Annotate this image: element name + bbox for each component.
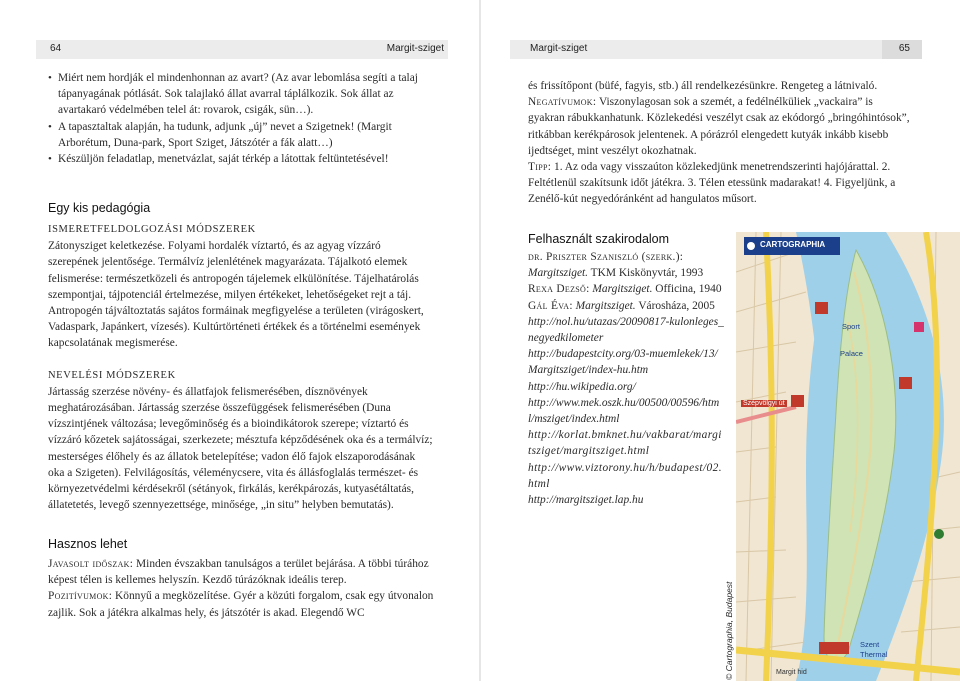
reference-link[interactable]: http://www.mek.oszk.hu/00500/00596/html/msziget/index.html xyxy=(528,396,720,426)
label: Pozitívumok: xyxy=(48,590,113,603)
section-heading-useful: Hasznos lehet xyxy=(48,537,128,551)
paragraph xyxy=(48,588,434,620)
running-title: Margit-sziget xyxy=(530,43,588,54)
reference-item xyxy=(528,298,724,314)
section-heading-pedagogy: Egy kis pedagógia xyxy=(48,201,151,215)
author: Rexa Dezső: xyxy=(528,283,590,296)
map-label: Sport xyxy=(842,322,860,331)
tip: 4. Figyeljünk, a Zenélő-kút negyedóránként ad hangulatos műsort. xyxy=(528,177,896,206)
label: Tipp: xyxy=(528,161,552,174)
pedagogy-block xyxy=(48,222,434,513)
right-page-header xyxy=(510,40,922,59)
paragraph: és frissítőpont (büfé, fagyis, stb.) áll rendelkezésünkre. Rengeteg a látnivaló. xyxy=(528,80,878,92)
tip: 3. Télen etessünk madarakat! xyxy=(684,177,822,190)
bullet-list xyxy=(48,70,434,167)
reference-link[interactable]: http://margitsziget.lap.hu xyxy=(528,494,644,507)
references-block xyxy=(528,249,724,508)
running-title: Margit-sziget xyxy=(386,43,444,54)
subheading: NEVELÉSI MÓDSZEREK xyxy=(48,369,176,381)
reference-link[interactable]: http://budapestcity.org/03-muemlekek/13/Margitsziget/index-hu.htm xyxy=(528,348,718,377)
reference-item xyxy=(528,281,724,297)
paragraph xyxy=(48,556,434,588)
title: Margitsziget. xyxy=(528,267,589,280)
tip: 2. Feltétlenül szakítsunk időt játékra. xyxy=(528,161,891,190)
publisher: TKM Kiskönyvtár, 1993 xyxy=(588,267,704,280)
list-item: • Készüljön feladatlap, menetvázlat, saját térkép a látottak feltüntetésével! xyxy=(48,151,434,167)
map-marker-icon xyxy=(819,642,849,654)
paragraph xyxy=(528,94,912,159)
title: Margitsziget. xyxy=(589,283,653,296)
author: Gál Éva: xyxy=(528,299,573,312)
left-page-header xyxy=(36,40,448,59)
map-marker-icon xyxy=(815,302,828,314)
map-credit xyxy=(724,535,736,680)
map-brand-text: CARTOGRAPHIA xyxy=(760,240,826,249)
paragraph: Jártasság szerzése növény- és állatfajok felismerésében, dísznövények meghatározásában. Jártasság szerzése összefüggések felismerésében (Duna vízszintjének változása; levegőminőség és a bioindikátorok szerepe; víztartó és vízzáró kőzetek sajátosságai, szerkezete; mésztufa képződésének oka és a termálvíz; mesterséges élőhely és az állatok betelepítése; vadon élő fajok elszaporodásának oka a Szigeten). Felvilágosítás, véleménycsere, vita és állásfoglalás természet- és környezetvédelmi kérdésekről (sétányok, firkálás, kerékpározás, kutyasétáltatás, állatetetés, levegő szennyezettsége, minősége, „in situ” helyben bemutatás). xyxy=(48,385,433,512)
publisher: Officina, 1940 xyxy=(652,283,722,296)
bullet-list-block xyxy=(48,70,434,167)
paragraph xyxy=(528,159,912,208)
useful-block xyxy=(48,556,434,621)
reference-link[interactable]: http://korlat.bmknet.hu/vakbarat/margitsziget/margitsziget.html xyxy=(528,429,722,458)
subheading: ISMERETFELDOLGOZÁSI MÓDSZEREK xyxy=(48,224,256,235)
book-gutter xyxy=(479,0,481,681)
map-label: Margit hid xyxy=(776,669,807,676)
right-top-block xyxy=(528,78,912,208)
tip: 1. Az oda vagy visszaúton közlekedjünk menetrendszerinti hajójárattal. xyxy=(551,161,879,174)
publisher: Városháza, 2005 xyxy=(635,299,715,312)
map-marker-icon xyxy=(791,395,804,407)
text: Viszonylagosan sok a szemét, a fedélnélküliek „vackaira” is gyakran rábukkanhatunk. Közlekedési veszélyt csak az ekódorgó „bringóhintósok”, ritkábban kerékpárosok jelentenek. A pórázról elengedett kutyák inkább kisebb ijedtséget, mint veszélyt okozhatnak. xyxy=(528,96,910,157)
map-label: Palace xyxy=(840,349,863,358)
reference-link[interactable]: http://www.viztorony.hu/h/budapest/02.html xyxy=(528,461,722,490)
map-poi-icon xyxy=(934,529,944,539)
page-number: 65 xyxy=(898,43,910,54)
text: Minden évszakban tanulságos a terület bejárása. A többi túrához képest télen is kellemes helyszín. Kezdő túrázóknak ideális terep. xyxy=(48,558,429,587)
page-number: 64 xyxy=(50,43,62,54)
map-label: Szent xyxy=(860,640,880,649)
map-credit-text: © Cartographia, Budapest xyxy=(724,581,734,680)
map-label: Thermal xyxy=(860,650,888,659)
author: dr. Priszter Szaniszló (szerk.): xyxy=(528,251,684,263)
map-brand-logo-icon xyxy=(747,242,755,250)
label: Javasolt időszak: xyxy=(48,558,134,570)
map-label: Szépvölgyi út xyxy=(743,400,785,407)
text: Könnyű a megközelítése. Gyér a közúti forgalom, csak egy útvonalon zajlik. Sok a játékra alkalmas hely, és játszótér is akad. Elegendő WC xyxy=(48,590,434,619)
paragraph: Zátonysziget keletkezése. Folyami hordalék víztartó, és az agyag vízzáró szerepének jelentősége. Termálvíz jelenlétének magyarázata. Tájalkotó elemek felismerése: természetközeli és antropogén tájelemek elkülönítése. Tájelhatárolás szempontjai, tájpotenciál értelmezése, milyen értékeket, lehetőségeket rejt a táj. Antropogén tájváltoztatás sajátos formáinak megfigyelése a területen (virágoskert, Vadaspark, Japánkert, vízesés). Kultúrtörténeti értékek és a történelmi események kapcsolatának megismerése. xyxy=(48,240,424,350)
reference-link[interactable]: http://hu.wikipedia.org/ xyxy=(528,380,636,393)
map-marker-icon xyxy=(899,377,912,389)
reference-item xyxy=(528,249,724,281)
map-image xyxy=(736,232,960,681)
list-item: • Miért nem hordják el mindenhonnan az avart? (Az avar lebomlása segíti a talaj tápanyagának pótlását. Sok talajlakó állat avarral táplálkozik. Sok állat az avartakaró védelmében telel át: rovarok, csigák, sün…). xyxy=(48,70,434,119)
title: Margitsziget. xyxy=(572,299,636,312)
reference-link[interactable]: http://nol.hu/utazas/20090817-kulonleges_negyedkilometer xyxy=(528,315,724,345)
section-heading-references: Felhasznált szakirodalom xyxy=(528,232,670,246)
map-hotel-icon xyxy=(914,322,924,332)
list-item: • A tapasztaltak alapján, ha tudunk, adjunk „új” nevet a Szigetnek! (Margit Arborétum, Duna-park, Sport Sziget, Játszótér a fák alatt…) xyxy=(48,119,434,151)
label: Negatívumok: xyxy=(528,96,597,109)
map-graphic xyxy=(736,232,960,681)
